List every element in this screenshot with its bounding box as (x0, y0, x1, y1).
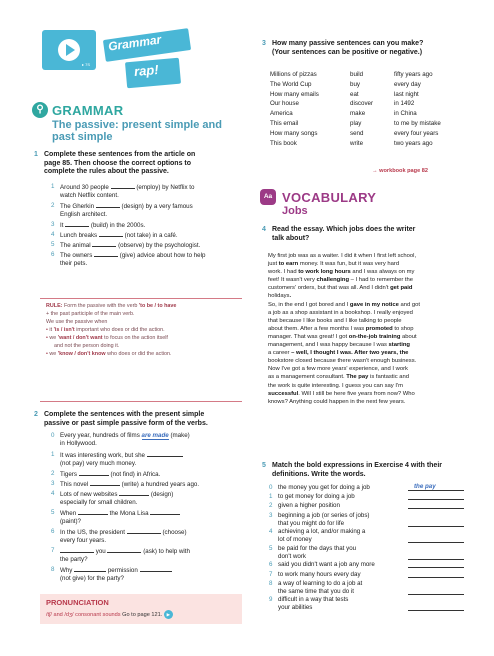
answer-blank[interactable] (127, 528, 161, 534)
answer-blank[interactable] (92, 241, 116, 247)
essay-text: holidays (268, 293, 290, 300)
vocabulary-heading: VOCABULARY (282, 190, 377, 205)
table-cell: buy (350, 80, 360, 88)
bold-expression: to work long hours (298, 269, 351, 276)
definition-item (269, 579, 468, 597)
definition-text: the money you get for doing a job (278, 484, 370, 491)
exercise-number: 1 (34, 151, 38, 158)
bold-expression: to earn (278, 261, 299, 268)
answer-blank[interactable] (65, 221, 89, 227)
answer-blank[interactable] (60, 547, 94, 553)
exercise-5-instructions (262, 462, 482, 479)
exercise-2-item (51, 451, 250, 468)
essay-text: customers' orders, but that was all. And I didn't (268, 285, 391, 292)
essay-line (268, 341, 468, 349)
essay-line (268, 390, 468, 398)
item-number: 3 (269, 511, 273, 519)
answer-blank[interactable] (408, 499, 464, 500)
definition-item (269, 570, 468, 580)
item-text: Why (60, 567, 73, 574)
item-text: Lunch breaks (60, 232, 98, 239)
item-text: permission (107, 567, 138, 574)
item-number: 6 (51, 251, 55, 258)
bold-expression: gave in my notice (349, 301, 399, 308)
table-cell: every four years (394, 129, 439, 137)
rule-label: RULE: (46, 303, 63, 309)
answer-blank[interactable] (79, 470, 109, 476)
answer-blank[interactable] (408, 559, 464, 560)
answer-blank[interactable] (119, 490, 149, 496)
answer-blank[interactable] (408, 542, 464, 543)
answer-blank[interactable] (74, 566, 106, 572)
item-text: their pets. (60, 260, 88, 267)
answer-blank[interactable] (99, 231, 123, 237)
essay-text: work. I had (268, 269, 299, 276)
item-text: Around 30 people (60, 184, 109, 191)
grammar-heading: GRAMMAR (52, 103, 124, 118)
item-text: (choose) (162, 529, 187, 536)
rule-text: + the past participle of the main verb. (46, 311, 135, 317)
definition-text: to work many hours every day (278, 570, 361, 578)
answer-blank[interactable] (408, 594, 464, 595)
table-cell: build (350, 71, 364, 78)
item-text: watch Netflix content. (60, 192, 119, 199)
rule-text: it (49, 327, 53, 333)
essay-text: as a management consultant. (268, 374, 347, 381)
item-number: 7 (269, 570, 273, 578)
essay-text: the work is quite interesting. I guess you can say I'm (268, 382, 403, 389)
bold-expression: . (289, 293, 292, 300)
item-number: 1 (51, 451, 55, 458)
item-number: 8 (269, 579, 273, 587)
answer-blank[interactable] (408, 567, 464, 568)
definition-text: beginning a job (or series of jobs) (278, 511, 370, 519)
essay-line (268, 317, 468, 325)
exercise-2-item (51, 509, 250, 526)
essay-text: knows? Anything could happen in the next few years. (268, 398, 406, 405)
item-number: 1 (269, 493, 273, 501)
essay-text: Now I've got a few more years' experience, and I work (268, 366, 408, 373)
essay-text: is fantastic and (368, 374, 409, 381)
table-cell: How many emails (270, 90, 319, 98)
definition-text: said you didn't want a job any more (278, 561, 375, 569)
answer-blank[interactable] (408, 577, 464, 578)
definition-item (269, 493, 468, 502)
rule-text: Form the passive with the verb (63, 303, 138, 309)
instruction-line: Match the bold expressions in Exercise 4 with their (272, 462, 442, 469)
item-text: English architect. (60, 211, 108, 218)
item-text: Every year, hundreds of films (60, 432, 140, 439)
answer-blank[interactable] (94, 251, 118, 257)
example-answer: the pay (414, 483, 436, 490)
jobs-essay (268, 252, 468, 406)
exercise-1-item (51, 221, 250, 230)
item-text: every four years. (60, 537, 107, 544)
rule-text: who does or did the action. (107, 351, 172, 357)
essay-text: a job as a shop assistant in a bookshop. I really enjoyed (268, 309, 413, 316)
exercise-2-item (51, 480, 250, 489)
item-text: The owners (60, 252, 93, 259)
essay-line (268, 268, 468, 276)
table-row (270, 70, 466, 80)
table-cell: two years ago (394, 139, 433, 147)
essay-line (268, 292, 468, 300)
item-number: 4 (269, 528, 273, 536)
rule-text: and not the person doing it. (54, 343, 120, 349)
exercise-2-item (51, 490, 250, 507)
table-cell: This book (270, 139, 297, 147)
item-text: (make) (170, 432, 190, 439)
answer-blank[interactable] (408, 526, 464, 527)
essay-line (268, 284, 468, 292)
definition-item (269, 511, 468, 529)
item-text: When (60, 510, 77, 517)
rule-option[interactable]: 'want / don't want (57, 335, 103, 341)
instruction-line: talk about? (272, 234, 310, 242)
pronunciation-sounds: /tʃ/ and /dʒ/ consonant sounds (46, 611, 121, 618)
instruction-line: Complete these sentences from the article on (44, 151, 196, 158)
exercise-1-item (51, 183, 250, 200)
item-text: the party? (60, 556, 88, 563)
table-cell: send (350, 129, 364, 137)
definition-text: difficult in a way that tests (278, 596, 349, 604)
answer-blank[interactable] (107, 547, 141, 553)
vocabulary-subheading: Jobs (282, 205, 308, 217)
instruction-line: complete the rules about the passive. (44, 168, 169, 175)
item-number: 5 (51, 509, 55, 516)
essay-text: about them. After a few months I was (268, 325, 366, 332)
table-cell: America (270, 110, 293, 118)
essay-line (268, 357, 468, 365)
essay-line (268, 252, 468, 260)
definition-text: your abilities (278, 604, 313, 612)
answer-blank[interactable] (150, 509, 180, 515)
table-cell: How many songs (270, 129, 318, 137)
table-row (270, 139, 466, 149)
table-cell: discover (350, 100, 374, 108)
essay-text: and I was always on my (350, 269, 415, 276)
item-text: especially for small children. (60, 499, 138, 506)
instruction-line: How many passive sentences can you make? (272, 40, 424, 47)
table-cell: fifty years ago (394, 71, 433, 78)
table-cell: in 1492 (394, 100, 415, 108)
exercise-number: 3 (262, 40, 266, 47)
vocabulary-book-icon: Aa (260, 189, 276, 205)
item-text: (not take) in a café. (124, 232, 178, 239)
play-icon[interactable] (58, 39, 80, 61)
item-text: (build) in the 2000s. (90, 222, 146, 229)
item-number: 3 (51, 221, 55, 228)
answer-blank[interactable] (408, 610, 464, 611)
item-text: (not pay) very much money. (60, 460, 137, 467)
item-text: in Hollywood. (60, 440, 97, 447)
table-row (270, 129, 466, 139)
episode-label: ▸ 7S (82, 62, 91, 67)
item-text: the Mona Lisa (109, 510, 149, 517)
exercise-number: 2 (34, 411, 38, 418)
item-number: 0 (51, 432, 55, 439)
definition-item (269, 528, 468, 545)
essay-line (268, 349, 468, 357)
essay-line (268, 260, 468, 268)
table-row (270, 80, 466, 90)
exercise-1-item (51, 241, 250, 250)
definitions-list (269, 483, 468, 613)
essay-line (268, 325, 468, 333)
table-cell: write (350, 139, 364, 147)
essay-text: and got (398, 301, 421, 308)
table-cell: play (350, 119, 362, 127)
exercise-2-item (51, 547, 250, 564)
item-text: (design) (150, 491, 174, 498)
exercise-2-item (51, 528, 250, 545)
definition-text: be paid for the days that you (278, 544, 357, 552)
answer-blank[interactable] (147, 451, 183, 457)
bold-expression: The pay (346, 374, 369, 381)
pronunciation-line (46, 610, 236, 619)
pronunciation-box (40, 594, 242, 624)
answer-blank[interactable] (78, 509, 108, 515)
bold-expression: starting (388, 342, 410, 349)
exercise-1-item (51, 231, 250, 240)
instruction-line: passive or past simple passive form of the verbs. (44, 419, 208, 427)
item-text: (not find) in Africa. (110, 471, 161, 478)
essay-line (268, 333, 468, 341)
essay-line (268, 365, 468, 373)
rule-option[interactable]: 'to be / to have (138, 303, 177, 309)
rule-option[interactable]: 'is / isn't (53, 327, 75, 333)
banner-title: Grammar (107, 32, 163, 54)
exercise-1-item (51, 251, 250, 268)
item-text: It was interesting work, but she (60, 452, 145, 459)
essay-text: about (400, 333, 417, 340)
instruction-line: (Your sentences can be positive or negative.) (272, 48, 423, 56)
definition-item (269, 596, 468, 613)
item-text: This novel (60, 481, 89, 488)
example-answer: are made (141, 432, 169, 439)
item-text: (employ) by Netflix to (136, 184, 195, 191)
item-number: 1 (51, 183, 55, 190)
passive-word-table (270, 70, 466, 148)
essay-line (268, 301, 468, 309)
rule-text: to focus on the action itself (104, 335, 168, 341)
instruction-line: Read the essay. Which jobs does the writer (272, 226, 416, 233)
exercise-2-item (51, 470, 250, 479)
rule-text: important who does or did the action. (76, 327, 165, 333)
definition-text: a way of learning to do a job at (278, 579, 363, 587)
essay-text: My first job was as a waiter. I did it when I first left school, (268, 253, 417, 259)
definition-text: to get money for doing a job (278, 493, 355, 501)
item-text: (give) advice about how to help (119, 252, 206, 259)
essay-text: So, in the end I got bored and I (268, 301, 350, 308)
bold-expression: get paid (390, 285, 413, 292)
table-cell: make (350, 110, 366, 118)
definition-item (269, 561, 468, 570)
exercise-4-instructions (262, 226, 482, 243)
table-cell: The World Cup (270, 80, 312, 88)
item-number: 5 (51, 241, 55, 248)
item-text: (observe) by the psychologist. (118, 242, 201, 249)
item-number: 9 (269, 596, 273, 604)
table-cell: in China (394, 110, 417, 118)
definition-text: don't work (278, 552, 307, 560)
table-cell: every day (394, 80, 421, 88)
grammar-subheading-line1: The passive: present simple and (52, 119, 222, 131)
bold-expression: successful (268, 390, 299, 397)
instruction-line: page 85. Then choose the correct options to (44, 159, 192, 167)
instruction-line: definitions. Write the words. (272, 470, 366, 478)
table-cell: This email (270, 119, 299, 127)
essay-text: – I had to remember the (349, 277, 414, 284)
workbook-reference-link[interactable]: → workbook page 82 (372, 168, 428, 174)
item-text: (ask) to help with (143, 548, 190, 555)
essay-text: management, and I was happy because I was (268, 342, 389, 349)
table-row (270, 119, 466, 129)
item-text: Lots of new websites (60, 491, 118, 498)
item-text: (design) by a very famous (121, 203, 193, 210)
essay-text: bookstore closed because there wasn't enough business. (268, 358, 417, 365)
audio-track-icon[interactable]: ▶ (164, 610, 173, 619)
item-text: (not give) for the party? (60, 575, 124, 582)
essay-text: feet! It wasn't very (268, 277, 317, 284)
item-text: The animal (60, 242, 91, 249)
essay-text: manager. That was great! I got (268, 333, 349, 340)
rule-option[interactable]: 'know / don't know (57, 351, 106, 357)
exercise-2-instructions (34, 411, 254, 428)
item-number: 6 (51, 528, 55, 535)
bold-expression: promoted (365, 325, 393, 332)
table-cell: to me by mistake (394, 119, 441, 127)
item-number: 4 (51, 231, 55, 238)
essay-line (268, 309, 468, 317)
item-number: 0 (269, 484, 273, 491)
exercise-3-instructions (262, 40, 482, 57)
answer-blank[interactable] (408, 508, 464, 509)
essay-text: that because I like books and I like talking to people (268, 317, 402, 324)
bold-expression: challenging (316, 277, 350, 284)
exercise-number: 4 (262, 226, 266, 233)
pronunciation-goto-link[interactable]: Go to page 121. (122, 611, 163, 618)
table-cell: last night (394, 90, 419, 98)
definition-item (269, 502, 468, 511)
grammar-magnifier-icon: ⚲ (32, 102, 48, 118)
rule-text: We use the passive when (46, 319, 108, 325)
essay-text: . Will I still be here five years from now? Who (298, 390, 415, 397)
item-number: 2 (51, 202, 55, 209)
item-text: you (95, 548, 106, 555)
bold-expression: – well, I thought I was. After two years, the (289, 350, 409, 357)
item-text: The Gherkin (60, 203, 95, 210)
exercise-number: 5 (262, 462, 266, 469)
answer-blank[interactable] (140, 566, 172, 572)
item-text: (paint)? (60, 518, 81, 525)
table-row (270, 109, 466, 119)
answer-blank[interactable] (90, 480, 120, 486)
table-cell: Our house (270, 100, 299, 108)
exercise-1-item (51, 202, 250, 219)
instruction-line: Complete the sentences with the present simple (44, 411, 205, 418)
essay-line (268, 382, 468, 390)
pronunciation-title: PRONUNCIATION (46, 598, 109, 607)
item-text: (write) a hundred years ago. (121, 481, 200, 488)
definition-item (269, 483, 468, 493)
rule-text: we (49, 351, 57, 357)
essay-text: just (268, 261, 279, 268)
rule-text: we (49, 335, 57, 341)
item-number: 3 (51, 480, 55, 487)
definition-text: given a higher position (278, 502, 340, 510)
item-text: In the US, the president (60, 529, 126, 536)
item-number: 2 (51, 470, 55, 477)
exercise-1-instructions (34, 151, 254, 177)
item-number: 5 (269, 544, 273, 552)
item-text: Tigers (60, 471, 77, 478)
essay-text: a career (268, 350, 290, 357)
grammar-rap-banner[interactable] (42, 30, 192, 94)
definition-text: the same time that you do it (278, 587, 355, 595)
item-number: 7 (51, 547, 55, 554)
item-number: 8 (51, 566, 55, 573)
essay-line (268, 373, 468, 381)
item-text: It (60, 222, 64, 229)
exercise-2-item (51, 566, 250, 583)
bold-expression: on-the-job training (348, 333, 401, 340)
essay-paragraph-1 (268, 252, 468, 301)
banner-subtitle: rap! (133, 61, 160, 80)
answer-blank[interactable] (96, 202, 120, 208)
definition-item (269, 544, 468, 562)
essay-line (268, 398, 468, 406)
definition-text: lot of money (278, 536, 312, 544)
essay-line (268, 276, 468, 284)
table-cell: eat (350, 90, 359, 98)
table-cell: Millions of pizzas (270, 71, 317, 78)
essay-paragraph-2 (268, 301, 468, 406)
table-row (270, 99, 466, 109)
definition-text: achieving a lot, and/or making a (278, 528, 366, 536)
definition-text: that you might do for life (278, 519, 345, 527)
essay-text: to shop (392, 325, 414, 332)
grammar-rule-box: RULE: Form the passive with the verb 'to be / to have + the past participle of the main verb. We use the passive when • it 'is / isn't important who does or did the action. • we 'want / don't want to focus on the action itself and not the person doing it. • we 'know / don't know who does or did the action. (40, 298, 242, 402)
answer-blank[interactable] (111, 183, 135, 189)
item-number: 4 (51, 490, 55, 497)
table-row (270, 90, 466, 100)
essay-text: money. It was fun, but it was very hard (298, 261, 400, 268)
item-number: 6 (269, 561, 273, 569)
exercise-2-example (51, 432, 250, 448)
item-number: 2 (269, 502, 273, 510)
grammar-subheading-line2: past simple (52, 131, 113, 143)
